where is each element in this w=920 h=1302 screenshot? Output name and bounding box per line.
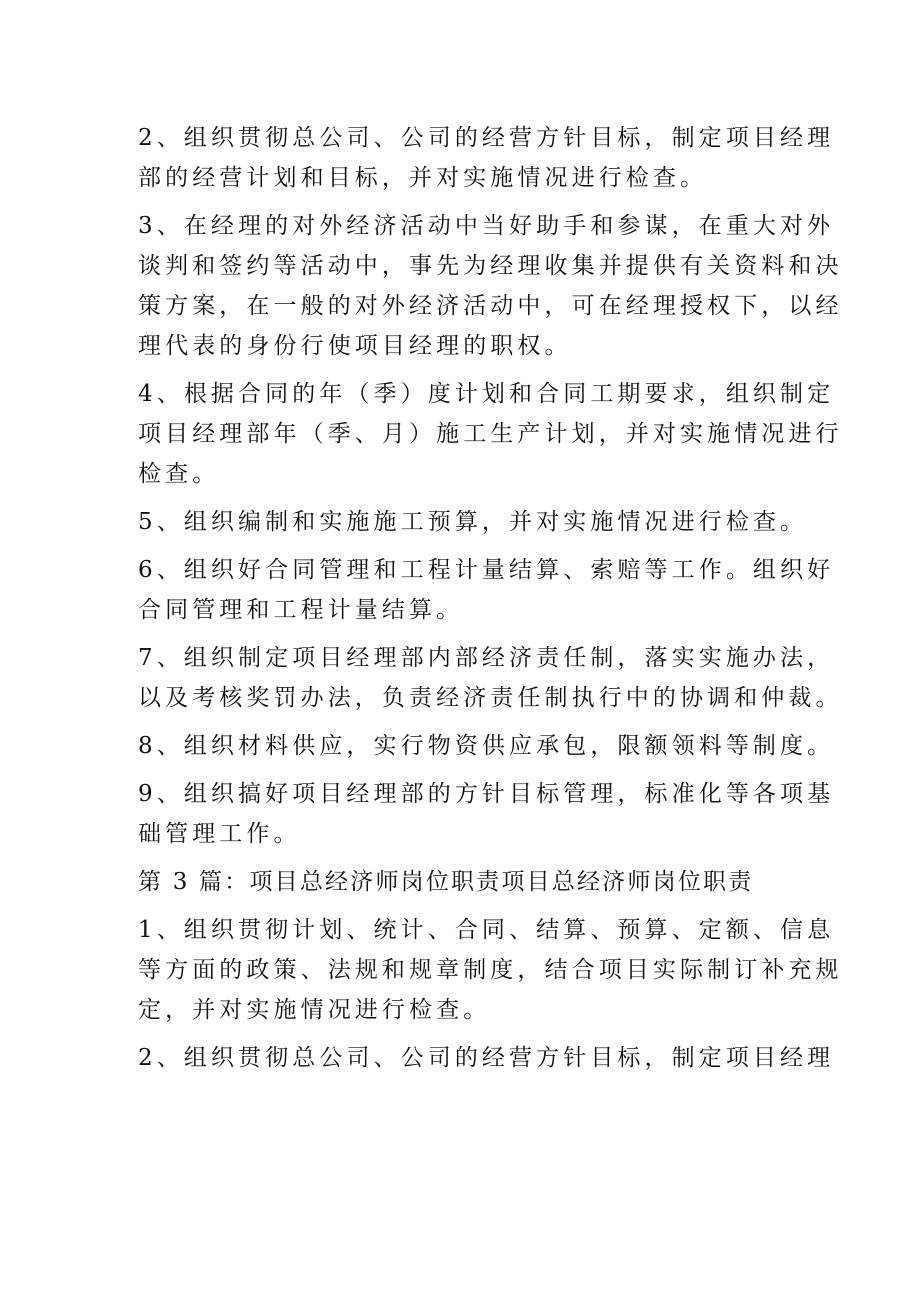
text-line: 项目经理部年（季、月）施工生产计划，并对实施情况进行 xyxy=(138,421,843,447)
text-line: 策方案，在一般的对外经济活动中，可在经理授权下，以经 xyxy=(138,293,843,319)
paragraph-item-6 xyxy=(138,550,835,630)
text-line: 等方面的政策、法规和规章制度，结合项目实际制订补充规 xyxy=(138,957,843,983)
text-line: 7、组织制定项目经理部内部经济责任制，落实实施办法， xyxy=(138,645,835,671)
section-heading xyxy=(138,862,798,902)
document-body xyxy=(138,118,843,1086)
text-line: 谈判和签约等活动中，事先为经理收集并提供有关资料和决 xyxy=(138,253,843,279)
paragraph-item-2b xyxy=(138,1038,835,1078)
text-line: 8、组织材料供应，实行物资供应承包，限额领料等制度。 xyxy=(138,733,835,759)
paragraph-item-4 xyxy=(138,374,843,494)
paragraph-item-3 xyxy=(138,206,843,366)
paragraph-item-2 xyxy=(138,118,835,198)
paragraph-item-5 xyxy=(138,502,808,542)
text-line: 础管理工作。 xyxy=(138,821,301,847)
text-line: 定，并对实施情况进行检查。 xyxy=(138,997,491,1023)
paragraph-item-1 xyxy=(138,910,843,1030)
text-line: 2、组织贯彻总公司、公司的经营方针目标，制定项目经理 xyxy=(138,1045,835,1071)
text-line: 5、组织编制和实施施工预算，并对实施情况进行检查。 xyxy=(138,509,808,535)
text-line: 6、组织好合同管理和工程计量结算、索赔等工作。组织好 xyxy=(138,557,835,583)
text-line: 3、在经理的对外经济活动中当好助手和参谋，在重大对外 xyxy=(138,213,835,239)
text-line: 合同管理和工程计量结算。 xyxy=(138,597,464,623)
paragraph-item-8 xyxy=(138,726,835,766)
paragraph-item-7 xyxy=(138,638,843,718)
paragraph-item-9 xyxy=(138,774,835,854)
text-line: 4、根据合同的年（季）度计划和合同工期要求，组织制定 xyxy=(138,381,835,407)
text-line: 理代表的身份行使项目经理的职权。 xyxy=(138,333,572,359)
text-line: 1、组织贯彻计划、统计、合同、结算、预算、定额、信息 xyxy=(138,917,835,943)
text-line: 9、组织搞好项目经理部的方针目标管理，标准化等各项基 xyxy=(138,781,835,807)
text-line: 检查。 xyxy=(138,461,220,487)
heading-line: 第 3 篇：项目总经济师岗位职责项目总经济师岗位职责 xyxy=(138,869,754,895)
text-line: 部的经营计划和目标，并对实施情况进行检查。 xyxy=(138,165,708,191)
text-line: 以及考核奖罚办法，负责经济责任制执行中的协调和仲裁。 xyxy=(138,685,843,711)
text-line: 2、组织贯彻总公司、公司的经营方针目标，制定项目经理 xyxy=(138,125,835,151)
